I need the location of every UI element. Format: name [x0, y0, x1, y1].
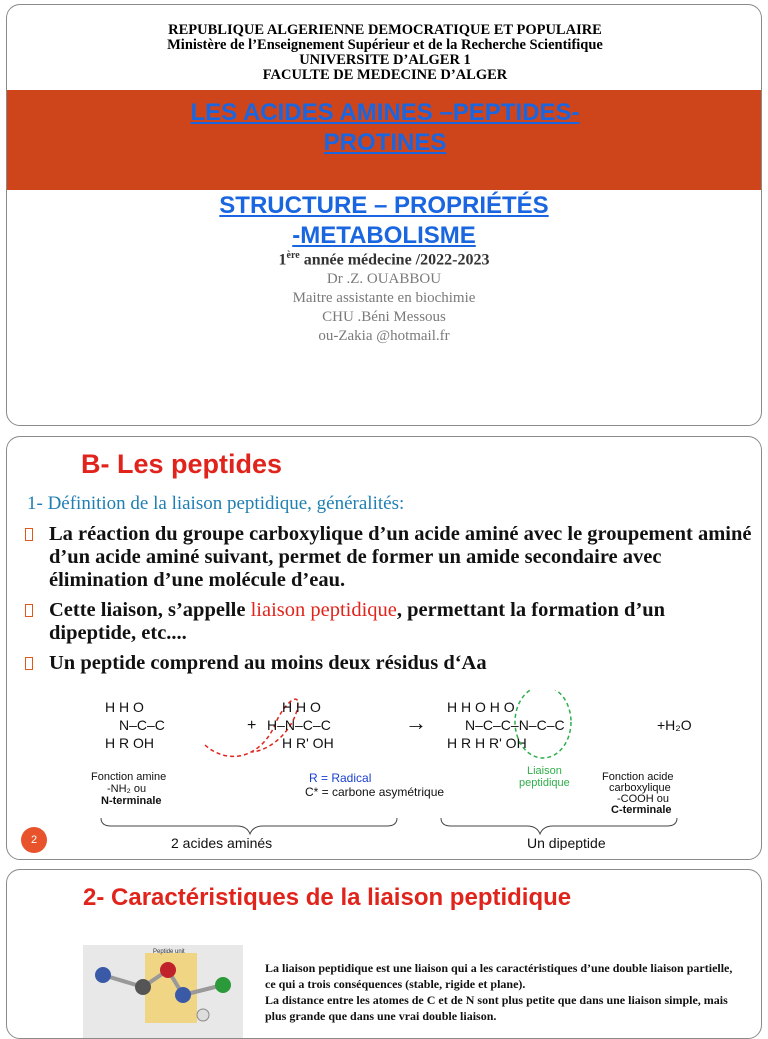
radical-label: R = Radical — [309, 771, 372, 785]
author-email[interactable]: ou-Zakia @hotmail.fr — [318, 328, 450, 344]
brace-right — [441, 818, 677, 834]
title-band — [7, 90, 762, 190]
brace-right-label: Un dipeptide — [527, 835, 606, 850]
year-sup: ère — [286, 250, 300, 261]
acid-label: Fonction acide — [602, 771, 674, 783]
peptide-bond-diagram — [87, 690, 727, 850]
liaison-label: Liaison — [527, 765, 562, 777]
section-title: B- Les peptides — [81, 449, 283, 479]
aa2-bottom: H R' OH — [282, 735, 334, 751]
bullet-text-pre: Cette liaison, s’appelle — [49, 599, 251, 621]
acid-label: C-terminale — [611, 804, 672, 816]
bullet-item — [25, 652, 755, 675]
header-line-republic: REPUBLIQUE ALGERIENNE DEMOCRATIQUE ET POPULAIRE — [168, 22, 602, 38]
header-line-faculty: FACULTE DE MEDECINE D’ALGER — [262, 67, 508, 83]
bullet-text-post: , permettant la formation d’un dipeptide, etc.... — [49, 599, 666, 644]
bullet-list — [25, 523, 755, 682]
reaction-arrow-icon: → — [405, 710, 427, 735]
plus-water: +H₂O — [657, 717, 692, 733]
bullet-item — [25, 599, 755, 645]
bullet-item — [25, 523, 755, 592]
amine-label: -NH₂ ou — [107, 783, 147, 795]
liaison-peptidique-highlight: liaison peptidique — [250, 599, 397, 621]
bullet-icon — [25, 657, 33, 670]
title-slide — [6, 4, 762, 426]
peptides-slide — [6, 436, 762, 860]
acid-label: carboxylique — [609, 782, 671, 794]
amine-label: N-terminale — [101, 795, 162, 807]
aa2-top: H H O — [282, 699, 321, 715]
acid-label: -COOH ou — [617, 793, 669, 805]
liaison-label: peptidique — [519, 777, 570, 789]
amine-label: Fonction amine — [91, 771, 167, 783]
author-block — [7, 270, 761, 346]
product-top: H H O H O — [447, 699, 515, 715]
academic-year — [7, 250, 761, 269]
brace-left-label: 2 acides aminés — [171, 835, 273, 850]
bullet-icon — [25, 528, 33, 541]
characteristics-slide — [6, 869, 762, 1039]
paragraph: La distance entre les atomes de C et de N sont plus petite que dans une liaison simple, mais plus grande que dans une vrai double liaison. — [265, 993, 728, 1023]
course-title-line2: PROTINES — [323, 129, 447, 156]
year-num: 1 — [278, 251, 287, 269]
characteristics-text — [265, 960, 735, 1024]
author-name: Dr .Z. OUABBOU — [326, 271, 442, 287]
author-role: Maitre assistante en biochimie — [292, 290, 476, 306]
bullet-icon — [25, 604, 33, 617]
section-title: 2- Caractéristiques de la liaison peptidique — [83, 884, 572, 911]
aa1-top: H H O — [105, 699, 144, 715]
course-subtitle — [7, 191, 761, 251]
institution-header — [7, 23, 762, 83]
page-number-badge: 2 — [21, 827, 47, 853]
definition-heading: 1- Définition de la liaison peptidique, généralités: — [27, 493, 405, 514]
peptide-unit-label: Peptide unit — [153, 949, 185, 955]
subtitle-line2: -METABOLISME — [292, 222, 476, 249]
aa1-bottom: H R OH — [105, 735, 154, 751]
aa2-mid: H–N–C–C — [267, 717, 331, 733]
year-rest: année médecine /2022-2023 — [299, 251, 490, 269]
product-bottom: H R H R' OH — [447, 735, 527, 751]
paragraph: La liaison peptidique est une liaison qui a les caractéristiques d’une double liaison partielle, ce qui a trois conséquences (stable, rigide et plane). — [265, 961, 733, 991]
product-mid: N–C–C–N–C–C — [465, 717, 565, 733]
plus-sign: + — [247, 717, 257, 734]
course-title — [7, 98, 762, 158]
carbon-label: C* = carbone asymétrique — [305, 785, 445, 799]
header-line-university: UNIVERSITE D’ALGER 1 — [299, 52, 471, 68]
brace-left — [101, 818, 397, 834]
course-title-line1: LES ACIDES AMINES –PEPTIDES- — [190, 99, 580, 126]
header-line-ministry: Ministère de l’Enseignement Supérieur et de la Recherche Scientifique — [167, 37, 603, 53]
aa1-mid: N–C–C — [119, 717, 165, 733]
author-place: CHU .Béni Messous — [322, 309, 446, 325]
bullet-text: Un peptide comprend au moins deux résidus d‘Aa — [49, 652, 487, 674]
subtitle-line1: STRUCTURE – PROPRIÉTÉS — [219, 192, 549, 219]
peptide-unit-molecule-image — [83, 945, 243, 1039]
bullet-text: La réaction du groupe carboxylique d’un acide aminé avec le groupement aminé d’un acide aminé suivant, permet de former un amide secondaire avec élimination d’une molécule d’eau. — [49, 523, 752, 591]
